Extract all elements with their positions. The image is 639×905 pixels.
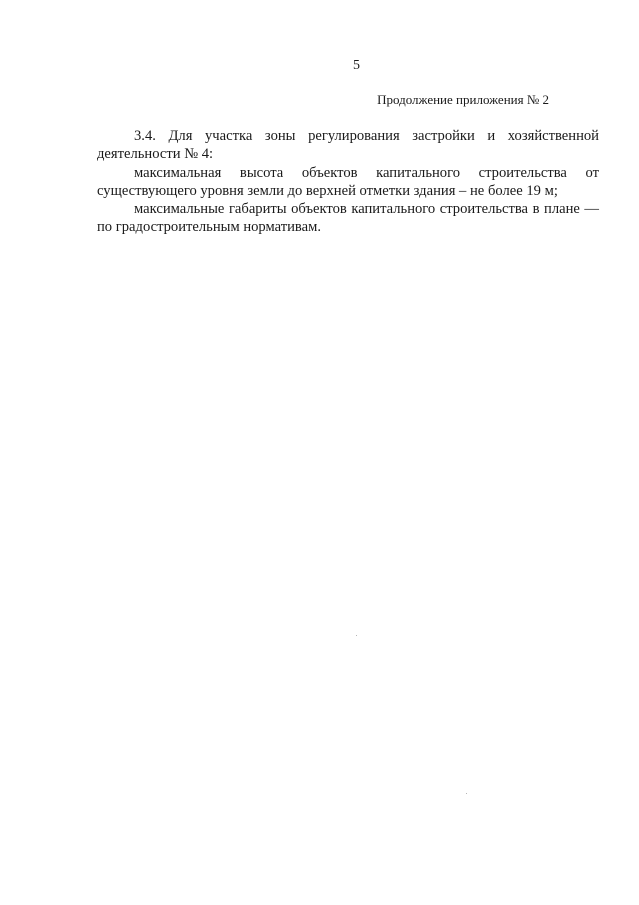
document-body (97, 127, 599, 237)
paragraph-max-dimensions: максимальные габариты объектов капитального строительства в плане — по градостроительным нормативам. (97, 201, 599, 236)
scan-speck (466, 793, 467, 794)
appendix-continuation-note: Продолжение приложения № 2 (377, 92, 549, 107)
scan-speck (356, 635, 357, 636)
paragraph-section-3-4: 3.4. Для участка зоны регулирования застройки и хозяйственной деятельности № 4: (97, 128, 599, 163)
page-number: 5 (353, 58, 360, 73)
paragraph-max-height: максимальная высота объектов капитального строительства от существующего уровня земли до верхней отметки здания – не более 19 м; (97, 164, 599, 199)
